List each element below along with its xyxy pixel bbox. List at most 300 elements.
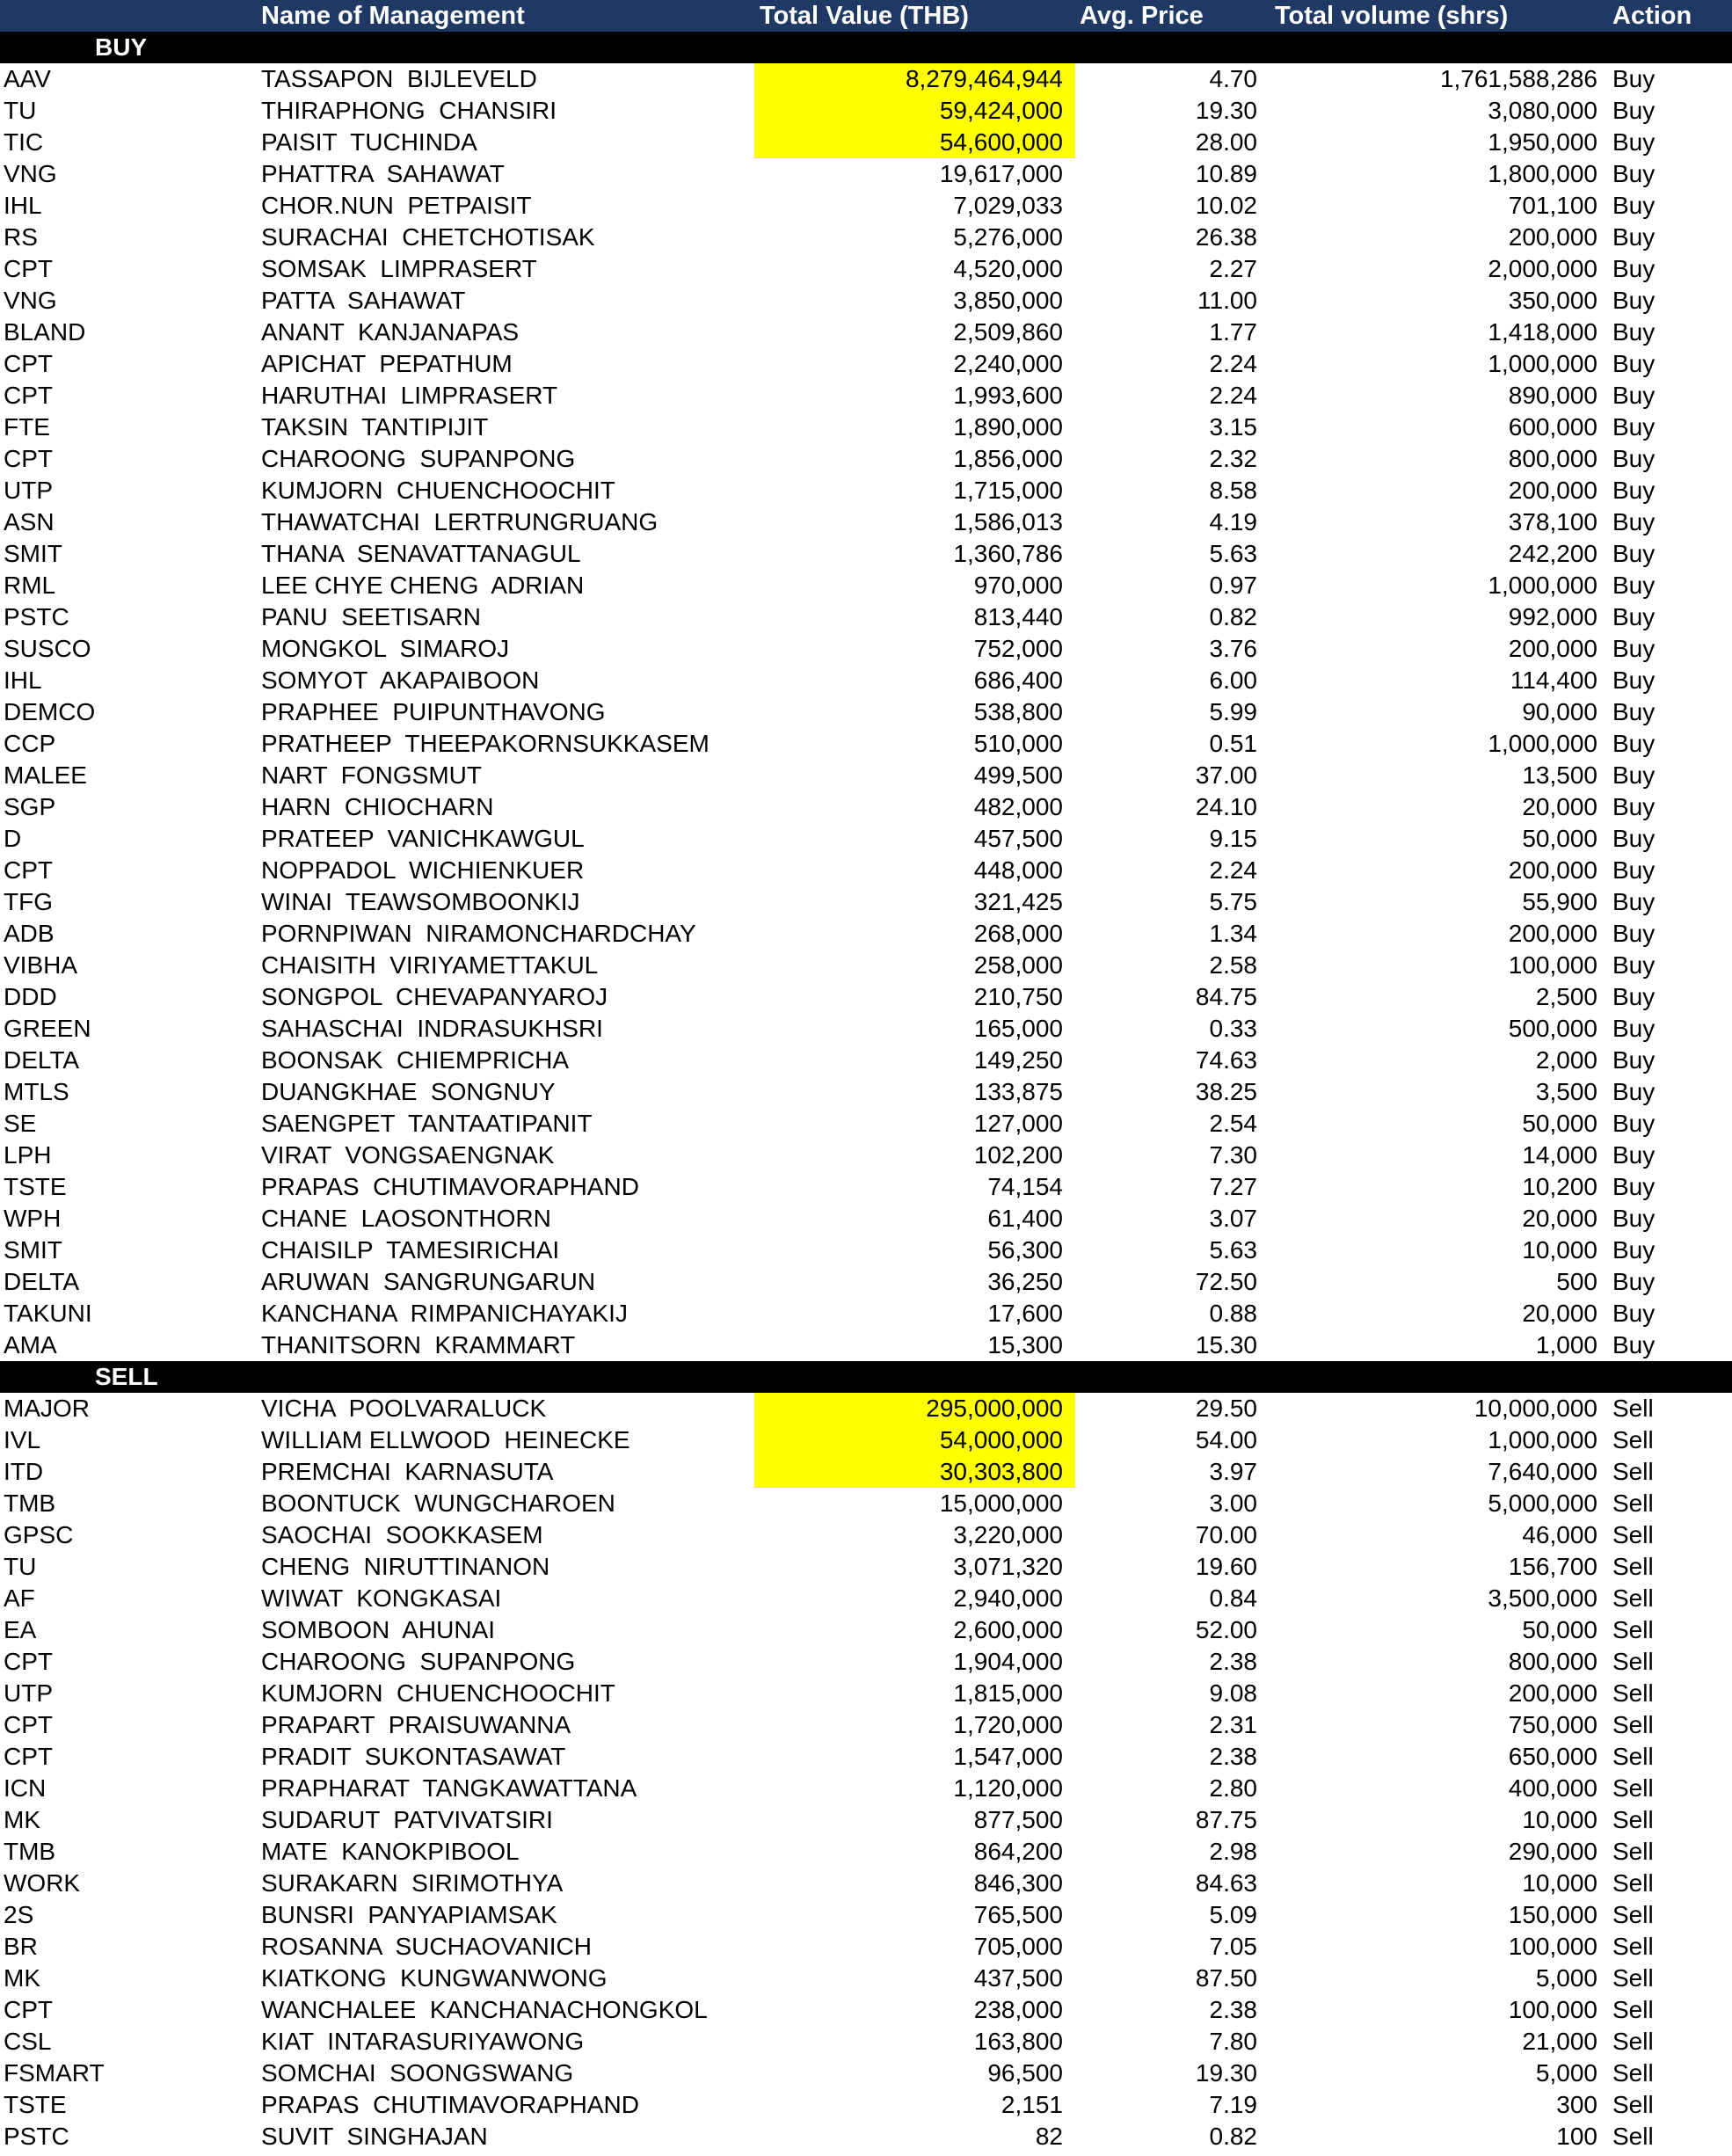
avg-price-cell: 2.98 bbox=[1209, 1838, 1257, 1865]
avg-price-cell: 2.80 bbox=[1209, 1774, 1257, 1802]
action-cell: Sell bbox=[1612, 1553, 1654, 1580]
total-value-cell: 4,520,000 bbox=[953, 255, 1063, 282]
total-volume-cell: 200,000 bbox=[1508, 223, 1597, 251]
management-name-cell: PRAPHARAT TANGKAWATTANA bbox=[261, 1774, 637, 1802]
action-cell: Buy bbox=[1612, 1078, 1656, 1105]
total-value-cell: 268,000 bbox=[973, 920, 1063, 947]
avg-price-cell: 4.19 bbox=[1209, 508, 1257, 535]
action-cell: Buy bbox=[1612, 730, 1656, 757]
action-cell: Sell bbox=[1612, 1426, 1654, 1453]
management-name-cell: CHAISILP TAMESIRICHAI bbox=[261, 1236, 560, 1264]
management-name-cell: PANU SEETISARN bbox=[261, 603, 481, 630]
symbol-cell: CPT bbox=[4, 1996, 53, 2023]
total-volume-cell: 800,000 bbox=[1508, 1648, 1597, 1675]
symbol-cell: UTP bbox=[4, 1679, 53, 1707]
management-name-cell: SURACHAI CHETCHOTISAK bbox=[261, 223, 595, 251]
table-row bbox=[0, 633, 1732, 665]
management-name-cell: PORNPIWAN NIRAMONCHARDCHAY bbox=[261, 920, 696, 947]
total-volume-cell: 5,000 bbox=[1535, 2059, 1597, 2087]
symbol-cell: TSTE bbox=[4, 1173, 67, 1200]
avg-price-cell: 26.38 bbox=[1195, 223, 1257, 251]
action-cell: Buy bbox=[1612, 951, 1656, 979]
total-volume-cell: 55,900 bbox=[1522, 888, 1597, 915]
action-cell: Buy bbox=[1612, 160, 1656, 187]
total-value-cell: 1,890,000 bbox=[953, 413, 1063, 441]
table-row bbox=[0, 918, 1732, 950]
symbol-cell: 2S bbox=[4, 1901, 34, 1928]
total-volume-cell: 3,500 bbox=[1535, 1078, 1597, 1105]
total-value-cell: 1,993,600 bbox=[953, 382, 1063, 409]
total-value-cell: 15,000,000 bbox=[939, 1490, 1063, 1517]
symbol-cell: CPT bbox=[4, 856, 53, 884]
symbol-cell: LPH bbox=[4, 1141, 52, 1169]
management-name-cell: NART FONGSMUT bbox=[261, 761, 482, 789]
action-cell: Buy bbox=[1612, 413, 1656, 441]
symbol-cell: TU bbox=[4, 1553, 37, 1580]
section-header-sell bbox=[0, 1361, 1732, 1393]
table-row bbox=[0, 1045, 1732, 1076]
management-name-cell: THAWATCHAI LERTRUNGRUANG bbox=[261, 508, 659, 535]
total-value-cell: 3,071,320 bbox=[953, 1553, 1063, 1580]
column-header-row bbox=[0, 0, 1732, 32]
table-row bbox=[0, 222, 1732, 253]
avg-price-cell: 0.51 bbox=[1209, 730, 1257, 757]
action-cell: Sell bbox=[1612, 2059, 1654, 2087]
total-value-cell: 482,000 bbox=[973, 793, 1063, 820]
total-value-cell: 457,500 bbox=[973, 825, 1063, 852]
symbol-cell: IHL bbox=[4, 192, 42, 219]
avg-price-cell: 5.75 bbox=[1209, 888, 1257, 915]
avg-price-cell: 87.75 bbox=[1195, 1806, 1257, 1833]
symbol-cell: CPT bbox=[4, 1648, 53, 1675]
management-name-cell: SUVIT SINGHAJAN bbox=[261, 2123, 488, 2150]
total-value-cell: 877,500 bbox=[973, 1806, 1063, 1833]
symbol-cell: ADB bbox=[4, 920, 55, 947]
table-row bbox=[0, 1456, 1732, 1488]
table-row bbox=[0, 1393, 1732, 1424]
total-value-cell: 15,300 bbox=[987, 1331, 1063, 1358]
management-name-cell: ARUWAN SANGRUNGARUN bbox=[261, 1268, 596, 1295]
total-value-cell: 102,200 bbox=[973, 1141, 1063, 1169]
action-cell: Buy bbox=[1612, 1331, 1656, 1358]
table-row bbox=[0, 1583, 1732, 1614]
total-value-cell: 258,000 bbox=[973, 951, 1063, 979]
avg-price-cell: 7.80 bbox=[1209, 2028, 1257, 2055]
action-cell: Sell bbox=[1612, 1679, 1654, 1707]
symbol-cell: MK bbox=[4, 1806, 40, 1833]
action-cell: Buy bbox=[1612, 287, 1656, 314]
total-value-cell: 752,000 bbox=[973, 635, 1063, 662]
symbol-cell: VNG bbox=[4, 160, 57, 187]
header-action: Action bbox=[1612, 2, 1692, 30]
table-row bbox=[0, 317, 1732, 348]
symbol-cell: D bbox=[4, 825, 22, 852]
avg-price-cell: 84.63 bbox=[1195, 1869, 1257, 1897]
symbol-cell: UTP bbox=[4, 477, 53, 504]
total-value-cell: 133,875 bbox=[973, 1078, 1063, 1105]
total-volume-cell: 378,100 bbox=[1508, 508, 1597, 535]
management-name-cell: BOONTUCK WUNGCHAROEN bbox=[261, 1490, 615, 1517]
action-cell: Buy bbox=[1612, 983, 1656, 1010]
total-value-cell: 36,250 bbox=[987, 1268, 1063, 1295]
total-value-cell: 210,750 bbox=[973, 983, 1063, 1010]
symbol-cell: GPSC bbox=[4, 1521, 74, 1548]
table-row bbox=[0, 253, 1732, 285]
total-volume-cell: 50,000 bbox=[1522, 1616, 1597, 1643]
table-row bbox=[0, 1013, 1732, 1045]
total-volume-cell: 1,000,000 bbox=[1488, 730, 1597, 757]
table-row bbox=[0, 760, 1732, 791]
avg-price-cell: 2.24 bbox=[1209, 382, 1257, 409]
total-value-cell: 813,440 bbox=[973, 603, 1063, 630]
table-row bbox=[0, 886, 1732, 918]
sections bbox=[0, 32, 1732, 2152]
action-cell: Buy bbox=[1612, 382, 1656, 409]
avg-price-cell: 2.58 bbox=[1209, 951, 1257, 979]
action-cell: Sell bbox=[1612, 1869, 1654, 1897]
total-volume-cell: 100 bbox=[1556, 2123, 1597, 2150]
avg-price-cell: 37.00 bbox=[1195, 761, 1257, 789]
action-cell: Sell bbox=[1612, 1648, 1654, 1675]
action-cell: Buy bbox=[1612, 761, 1656, 789]
symbol-cell: IVL bbox=[4, 1426, 41, 1453]
action-cell: Sell bbox=[1612, 2091, 1654, 2118]
table-row bbox=[0, 855, 1732, 886]
avg-price-cell: 84.75 bbox=[1195, 983, 1257, 1010]
avg-price-cell: 10.89 bbox=[1195, 160, 1257, 187]
total-volume-cell: 200,000 bbox=[1508, 477, 1597, 504]
total-volume-cell: 13,500 bbox=[1522, 761, 1597, 789]
avg-price-cell: 19.30 bbox=[1195, 97, 1257, 124]
total-volume-cell: 5,000 bbox=[1535, 1964, 1597, 1992]
total-value-cell: 54,600,000 bbox=[754, 127, 1075, 158]
symbol-cell: VNG bbox=[4, 287, 57, 314]
management-name-cell: TASSAPON BIJLEVELD bbox=[261, 65, 537, 92]
total-volume-cell: 1,418,000 bbox=[1488, 318, 1597, 346]
avg-price-cell: 72.50 bbox=[1195, 1268, 1257, 1295]
total-value-cell: 2,940,000 bbox=[953, 1584, 1063, 1612]
table-row bbox=[0, 1203, 1732, 1235]
table-row bbox=[0, 63, 1732, 95]
action-cell: Sell bbox=[1612, 1964, 1654, 1992]
avg-price-cell: 2.54 bbox=[1209, 1110, 1257, 1137]
table-row bbox=[0, 348, 1732, 380]
total-volume-cell: 242,200 bbox=[1508, 540, 1597, 567]
total-value-cell: 30,303,800 bbox=[754, 1456, 1075, 1488]
management-name-cell: THANITSORN KRAMMART bbox=[261, 1331, 576, 1358]
total-volume-cell: 890,000 bbox=[1508, 382, 1597, 409]
total-value-cell: 19,617,000 bbox=[939, 160, 1063, 187]
table-row bbox=[0, 1868, 1732, 1899]
total-value-cell: 686,400 bbox=[973, 666, 1063, 694]
table-row bbox=[0, 981, 1732, 1013]
total-value-cell: 1,720,000 bbox=[953, 1711, 1063, 1738]
section-label: SELL bbox=[95, 1363, 158, 1390]
action-cell: Buy bbox=[1612, 603, 1656, 630]
management-name-cell: SOMBOON AHUNAI bbox=[261, 1616, 496, 1643]
total-volume-cell: 50,000 bbox=[1522, 1110, 1597, 1137]
symbol-cell: SGP bbox=[4, 793, 56, 820]
symbol-cell: DEMCO bbox=[4, 698, 96, 725]
symbol-cell: CPT bbox=[4, 255, 53, 282]
avg-price-cell: 54.00 bbox=[1195, 1426, 1257, 1453]
total-value-cell: 1,360,786 bbox=[953, 540, 1063, 567]
table-row bbox=[0, 728, 1732, 760]
management-name-cell: APICHAT PEPATHUM bbox=[261, 350, 513, 377]
management-name-cell: SAENGPET TANTAATIPANIT bbox=[261, 1110, 593, 1137]
table-row bbox=[0, 1614, 1732, 1646]
table-row bbox=[0, 1424, 1732, 1456]
symbol-cell: BR bbox=[4, 1933, 38, 1960]
avg-price-cell: 0.84 bbox=[1209, 1584, 1257, 1612]
symbol-cell: GREEN bbox=[4, 1015, 91, 1042]
total-volume-cell: 20,000 bbox=[1522, 793, 1597, 820]
total-volume-cell: 500,000 bbox=[1508, 1015, 1597, 1042]
avg-price-cell: 5.09 bbox=[1209, 1901, 1257, 1928]
symbol-cell: DELTA bbox=[4, 1268, 80, 1295]
action-cell: Buy bbox=[1612, 793, 1656, 820]
symbol-cell: ICN bbox=[4, 1774, 47, 1802]
table-row bbox=[0, 443, 1732, 475]
table-row bbox=[0, 1646, 1732, 1678]
total-value-cell: 61,400 bbox=[987, 1205, 1063, 1232]
action-cell: Buy bbox=[1612, 1300, 1656, 1327]
symbol-cell: FTE bbox=[4, 413, 50, 441]
total-volume-cell: 114,400 bbox=[1510, 666, 1597, 694]
table-row bbox=[0, 1329, 1732, 1361]
management-name-cell: WANCHALEE KANCHANACHONGKOL bbox=[261, 1996, 708, 2023]
total-volume-cell: 90,000 bbox=[1522, 698, 1597, 725]
total-volume-cell: 46,000 bbox=[1522, 1521, 1597, 1548]
symbol-cell: CPT bbox=[4, 1743, 53, 1770]
symbol-cell: ASN bbox=[4, 508, 55, 535]
total-value-cell: 510,000 bbox=[973, 730, 1063, 757]
management-name-cell: VIRAT VONGSAENGNAK bbox=[261, 1141, 555, 1169]
avg-price-cell: 7.19 bbox=[1209, 2091, 1257, 2118]
total-volume-cell: 100,000 bbox=[1508, 1933, 1597, 1960]
total-value-cell: 2,151 bbox=[1001, 2091, 1063, 2118]
symbol-cell: SUSCO bbox=[4, 635, 91, 662]
symbol-cell: MTLS bbox=[4, 1078, 69, 1105]
table-row bbox=[0, 1266, 1732, 1298]
table-row bbox=[0, 1773, 1732, 1804]
symbol-cell: DDD bbox=[4, 983, 57, 1010]
table-row bbox=[0, 601, 1732, 633]
action-cell: Buy bbox=[1612, 477, 1656, 504]
total-volume-cell: 1,000,000 bbox=[1488, 572, 1597, 599]
management-name-cell: PHATTRA SAHAWAT bbox=[261, 160, 505, 187]
table-row bbox=[0, 190, 1732, 222]
management-name-cell: KIAT INTARASURIYAWONG bbox=[261, 2028, 585, 2055]
table-row bbox=[0, 1171, 1732, 1203]
table-row bbox=[0, 791, 1732, 823]
action-cell: Sell bbox=[1612, 1521, 1654, 1548]
table-row bbox=[0, 1678, 1732, 1709]
total-value-cell: 2,509,860 bbox=[953, 318, 1063, 346]
action-cell: Buy bbox=[1612, 97, 1656, 124]
management-name-cell: SAOCHAI SOOKKASEM bbox=[261, 1521, 543, 1548]
management-name-cell: CHENG NIRUTTINANON bbox=[261, 1553, 550, 1580]
avg-price-cell: 6.00 bbox=[1209, 666, 1257, 694]
avg-price-cell: 7.05 bbox=[1209, 1933, 1257, 1960]
total-value-cell: 238,000 bbox=[973, 1996, 1063, 2023]
avg-price-cell: 2.32 bbox=[1209, 445, 1257, 472]
total-value-cell: 149,250 bbox=[973, 1046, 1063, 1074]
management-name-cell: THANA SENAVATTANAGUL bbox=[261, 540, 581, 567]
action-cell: Sell bbox=[1612, 1616, 1654, 1643]
avg-price-cell: 11.00 bbox=[1197, 287, 1257, 314]
action-cell: Buy bbox=[1612, 255, 1656, 282]
table-row bbox=[0, 158, 1732, 190]
management-name-cell: SOMYOT AKAPAIBOON bbox=[261, 666, 540, 694]
symbol-cell: TIC bbox=[4, 128, 44, 156]
total-value-cell: 864,200 bbox=[973, 1838, 1063, 1865]
total-value-cell: 82 bbox=[1035, 2123, 1063, 2150]
symbol-cell: MAJOR bbox=[4, 1395, 90, 1422]
total-volume-cell: 5,000,000 bbox=[1488, 1490, 1597, 1517]
symbol-cell: PSTC bbox=[4, 603, 69, 630]
total-volume-cell: 992,000 bbox=[1508, 603, 1597, 630]
avg-price-cell: 7.27 bbox=[1209, 1173, 1257, 1200]
management-name-cell: PREMCHAI KARNASUTA bbox=[261, 1458, 554, 1485]
total-volume-cell: 1,950,000 bbox=[1488, 128, 1597, 156]
management-name-cell: PRAPART PRAISUWANNA bbox=[261, 1711, 571, 1738]
total-value-cell: 3,220,000 bbox=[953, 1521, 1063, 1548]
management-name-cell: LEE CHYE CHENG ADRIAN bbox=[261, 572, 585, 599]
management-name-cell: BOONSAK CHIEMPRICHA bbox=[261, 1046, 570, 1074]
symbol-cell: CPT bbox=[4, 1711, 53, 1738]
total-volume-cell: 1,800,000 bbox=[1488, 160, 1597, 187]
action-cell: Sell bbox=[1612, 1395, 1654, 1422]
action-cell: Sell bbox=[1612, 1806, 1654, 1833]
section-header-buy bbox=[0, 32, 1732, 63]
avg-price-cell: 0.82 bbox=[1209, 603, 1257, 630]
avg-price-cell: 3.15 bbox=[1209, 413, 1257, 441]
action-cell: Buy bbox=[1612, 445, 1656, 472]
table-row bbox=[0, 696, 1732, 728]
action-cell: Buy bbox=[1612, 1046, 1656, 1074]
table-row bbox=[0, 665, 1732, 696]
management-name-cell: PRATHEEP THEEPAKORNSUKKASEM bbox=[261, 730, 710, 757]
symbol-cell: WPH bbox=[4, 1205, 62, 1232]
table-row bbox=[0, 2089, 1732, 2121]
symbol-cell: CCP bbox=[4, 730, 56, 757]
symbol-cell: TFG bbox=[4, 888, 53, 915]
symbol-cell: CPT bbox=[4, 350, 53, 377]
management-name-cell: SONGPOL CHEVAPANYAROJ bbox=[261, 983, 608, 1010]
avg-price-cell: 1.77 bbox=[1209, 318, 1257, 346]
action-cell: Sell bbox=[1612, 1933, 1654, 1960]
action-cell: Buy bbox=[1612, 1173, 1656, 1200]
symbol-cell: CPT bbox=[4, 445, 53, 472]
total-volume-cell: 3,500,000 bbox=[1488, 1584, 1597, 1612]
symbol-cell: ITD bbox=[4, 1458, 44, 1485]
table-row bbox=[0, 1298, 1732, 1329]
total-volume-cell: 100,000 bbox=[1508, 1996, 1597, 2023]
table-row bbox=[0, 1836, 1732, 1868]
action-cell: Buy bbox=[1612, 856, 1656, 884]
management-name-cell: CHAISITH VIRIYAMETTAKUL bbox=[261, 951, 599, 979]
total-volume-cell: 1,761,588,286 bbox=[1439, 65, 1597, 92]
management-name-cell: PAISIT TUCHINDA bbox=[261, 128, 477, 156]
total-volume-cell: 1,000,000 bbox=[1488, 1426, 1597, 1453]
total-value-cell: 17,600 bbox=[987, 1300, 1063, 1327]
section-label: BUY bbox=[95, 33, 148, 61]
table-row bbox=[0, 1931, 1732, 1963]
action-cell: Sell bbox=[1612, 1458, 1654, 1485]
total-value-cell: 705,000 bbox=[973, 1933, 1063, 1960]
total-value-cell: 765,500 bbox=[973, 1901, 1063, 1928]
avg-price-cell: 2.31 bbox=[1209, 1711, 1257, 1738]
management-name-cell: PRATEEP VANICHKAWGUL bbox=[261, 825, 585, 852]
total-volume-cell: 20,000 bbox=[1522, 1300, 1597, 1327]
management-name-cell: KANCHANA RIMPANICHAYAKIJ bbox=[261, 1300, 628, 1327]
symbol-cell: TAKUNI bbox=[4, 1300, 92, 1327]
total-value-cell: 1,715,000 bbox=[953, 477, 1063, 504]
total-volume-cell: 200,000 bbox=[1508, 1679, 1597, 1707]
total-volume-cell: 10,000,000 bbox=[1474, 1395, 1597, 1422]
management-name-cell: SUDARUT PATVIVATSIRI bbox=[261, 1806, 553, 1833]
avg-price-cell: 15.30 bbox=[1195, 1331, 1257, 1358]
management-name-cell: CHOR.NUN PETPAISIT bbox=[261, 192, 532, 219]
action-cell: Sell bbox=[1612, 1743, 1654, 1770]
total-value-cell: 1,547,000 bbox=[953, 1743, 1063, 1770]
avg-price-cell: 0.82 bbox=[1209, 2123, 1257, 2150]
action-cell: Buy bbox=[1612, 572, 1656, 599]
table-row bbox=[0, 2121, 1732, 2152]
avg-price-cell: 0.33 bbox=[1209, 1015, 1257, 1042]
total-volume-cell: 7,640,000 bbox=[1488, 1458, 1597, 1485]
management-name-cell: TAKSIN TANTIPIJIT bbox=[261, 413, 489, 441]
table-row bbox=[0, 1076, 1732, 1108]
total-volume-cell: 21,000 bbox=[1522, 2028, 1597, 2055]
management-name-cell: BUNSRI PANYAPIAMSAK bbox=[261, 1901, 557, 1928]
symbol-cell: AMA bbox=[4, 1331, 57, 1358]
total-value-cell: 59,424,000 bbox=[754, 95, 1075, 127]
management-name-cell: ROSANNA SUCHAOVANICH bbox=[261, 1933, 592, 1960]
avg-price-cell: 87.50 bbox=[1195, 1964, 1257, 1992]
total-volume-cell: 1,000 bbox=[1535, 1331, 1597, 1358]
total-volume-cell: 156,700 bbox=[1508, 1553, 1597, 1580]
management-name-cell: KIATKONG KUNGWANWONG bbox=[261, 1964, 608, 1992]
total-volume-cell: 750,000 bbox=[1508, 1711, 1597, 1738]
action-cell: Buy bbox=[1612, 635, 1656, 662]
management-name-cell: WINAI TEAWSOMBOONKIJ bbox=[261, 888, 580, 915]
symbol-cell: FSMART bbox=[4, 2059, 105, 2087]
avg-price-cell: 0.88 bbox=[1209, 1300, 1257, 1327]
table-row bbox=[0, 95, 1732, 127]
action-cell: Buy bbox=[1612, 888, 1656, 915]
avg-price-cell: 7.30 bbox=[1209, 1141, 1257, 1169]
action-cell: Sell bbox=[1612, 1774, 1654, 1802]
table-row bbox=[0, 1488, 1732, 1519]
avg-price-cell: 24.10 bbox=[1195, 793, 1257, 820]
symbol-cell: RML bbox=[4, 572, 56, 599]
total-volume-cell: 400,000 bbox=[1508, 1774, 1597, 1802]
table-row bbox=[0, 1994, 1732, 2026]
management-name-cell: PRADIT SUKONTASAWAT bbox=[261, 1743, 566, 1770]
table-row bbox=[0, 2026, 1732, 2058]
total-volume-cell: 1,000,000 bbox=[1488, 350, 1597, 377]
table-row bbox=[0, 1519, 1732, 1551]
avg-price-cell: 28.00 bbox=[1195, 128, 1257, 156]
symbol-cell: TMB bbox=[4, 1490, 56, 1517]
table-row bbox=[0, 1899, 1732, 1931]
avg-price-cell: 3.07 bbox=[1209, 1205, 1257, 1232]
management-name-cell: SURAKARN SIRIMOTHYA bbox=[261, 1869, 564, 1897]
total-value-cell: 3,850,000 bbox=[953, 287, 1063, 314]
management-name-cell: PATTA SAHAWAT bbox=[261, 287, 466, 314]
